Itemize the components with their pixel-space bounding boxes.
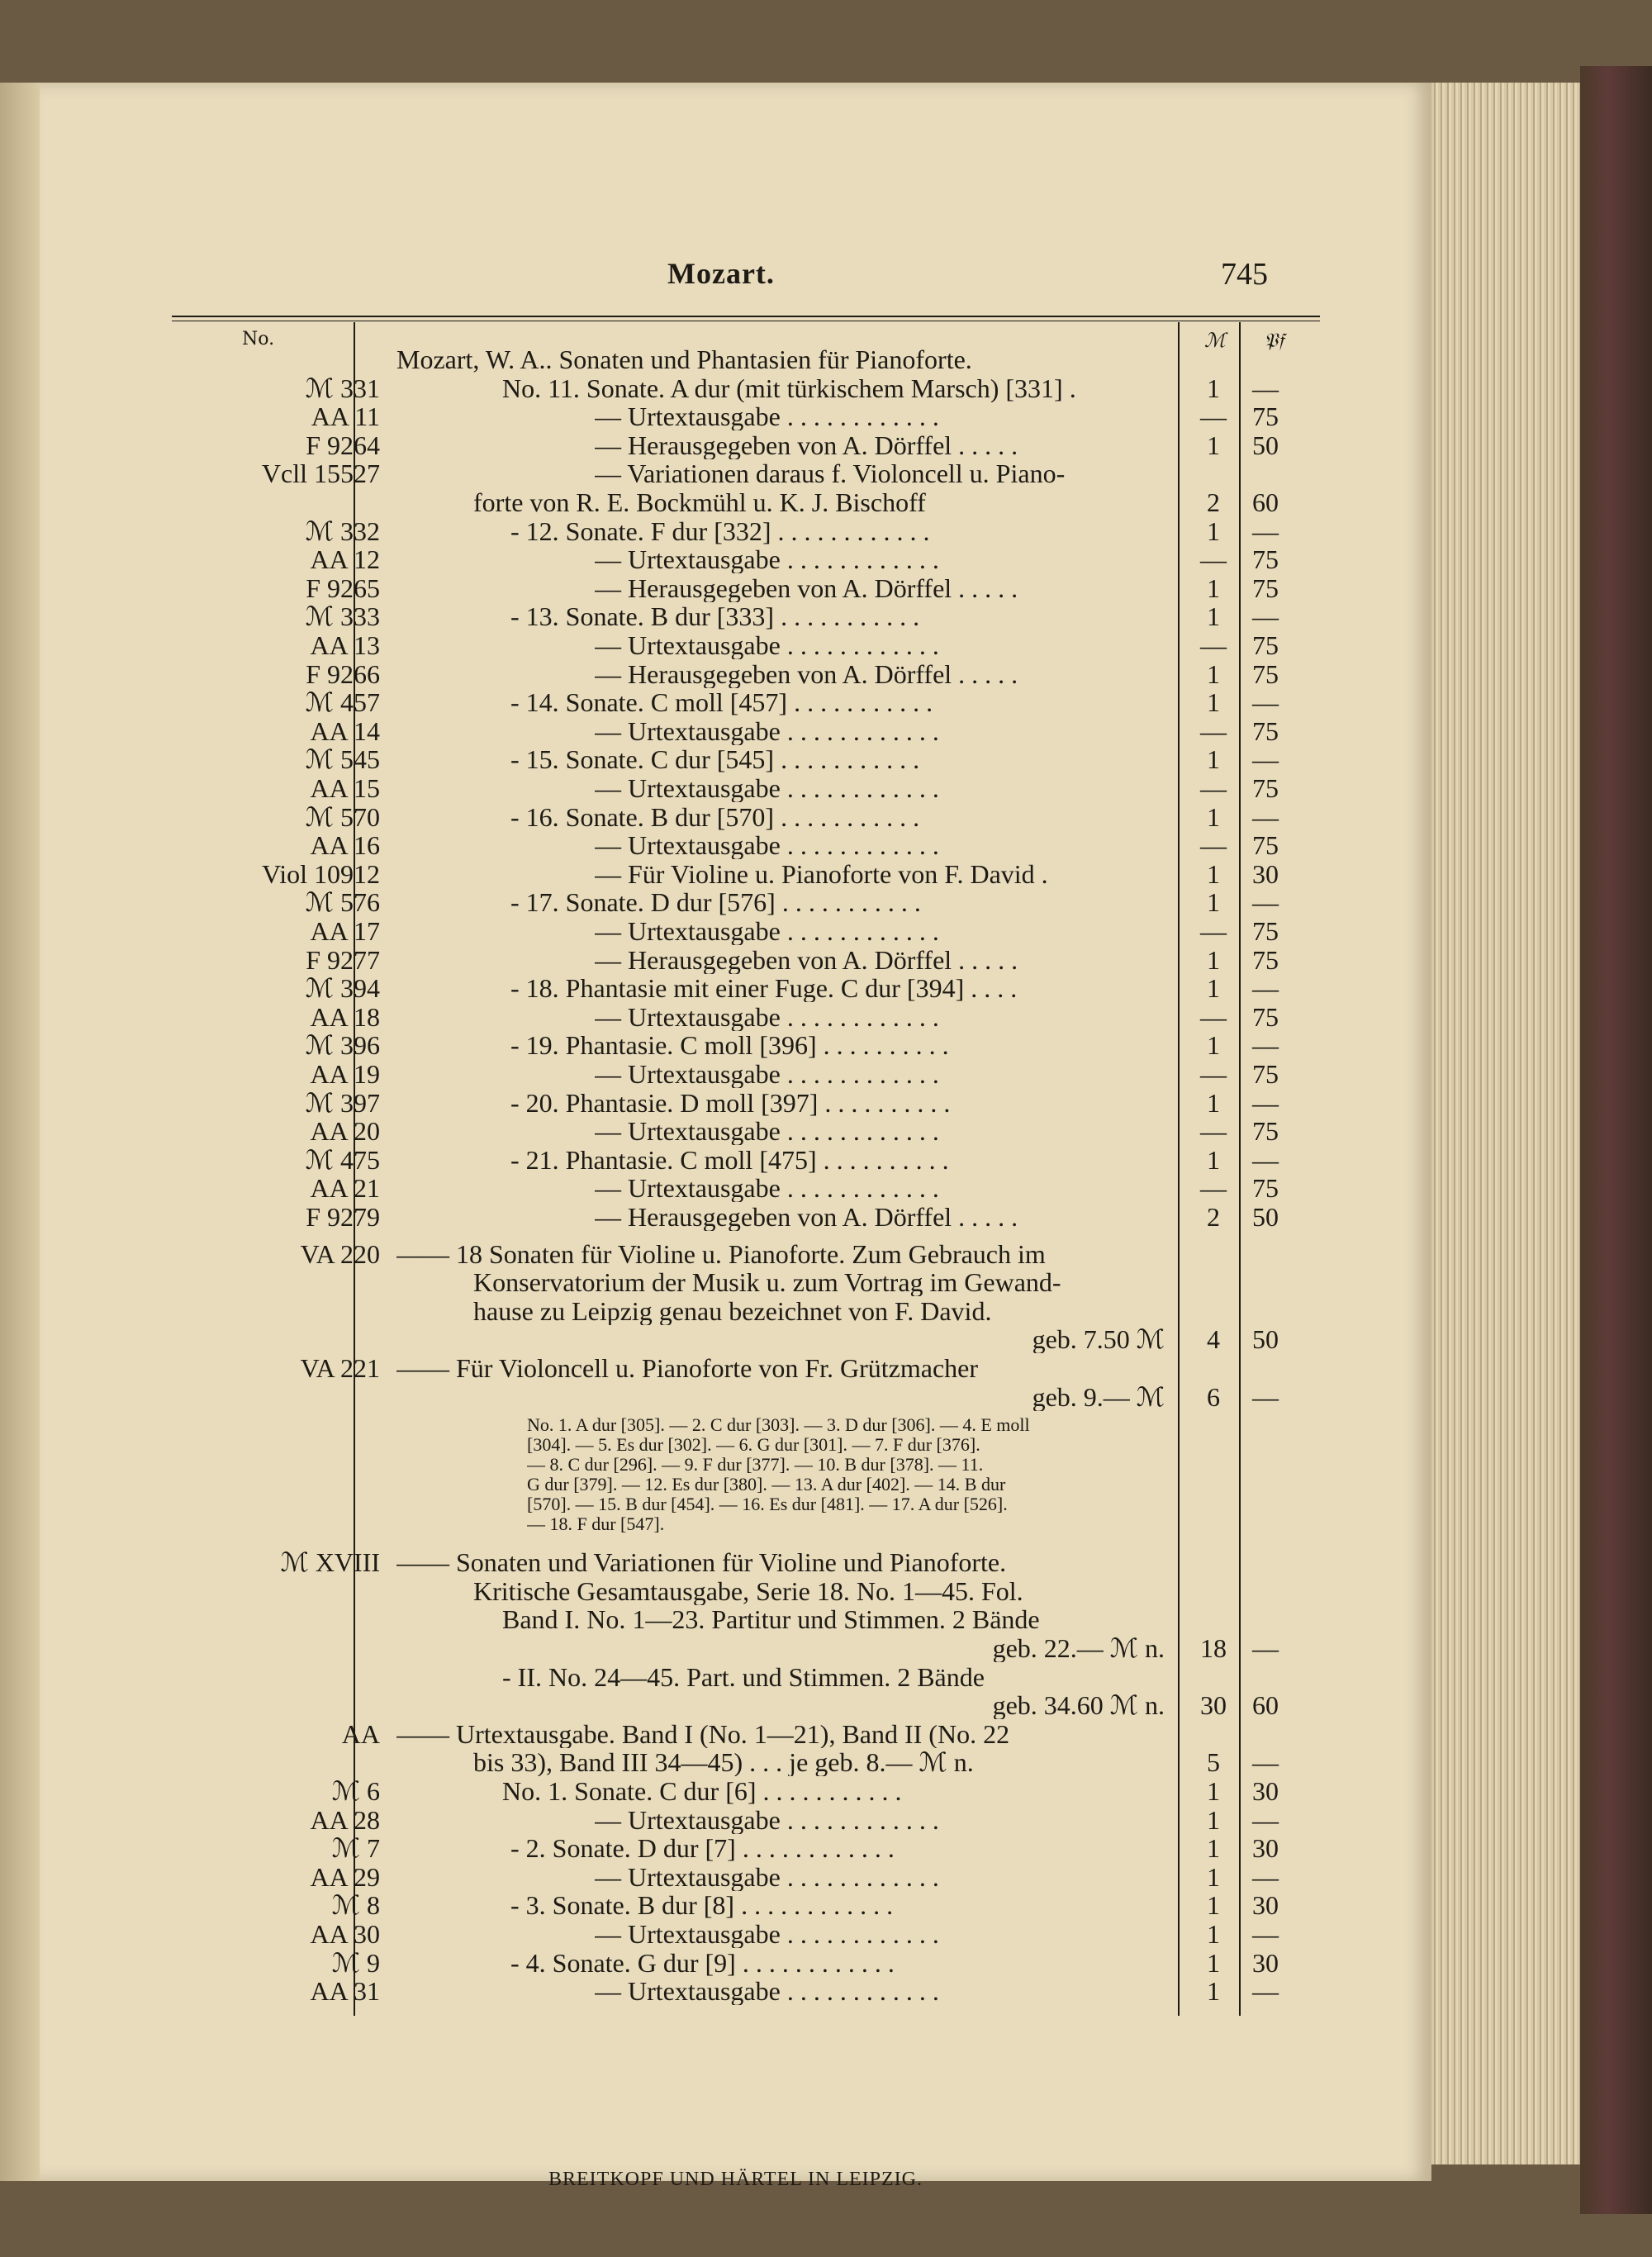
- entry-description: —— 18 Sonaten für Violine u. Pianoforte. Zum Gebrauch im: [396, 1239, 1046, 1268]
- catalogue-number: F 9266: [306, 658, 380, 689]
- entry-description: - 19. Phantasie. C moll [396] . . . . . . . . . .: [510, 1031, 949, 1060]
- contents-note-text: No. 1. A dur [305]. — 2. C dur [303]. — 3. D dur [306]. — 4. E moll: [527, 1414, 1030, 1436]
- catalogue-number: ℳ 333: [305, 601, 380, 632]
- page-number: 745: [1221, 257, 1268, 292]
- table-row: [40, 1548, 1431, 1576]
- table-row: [40, 1003, 1431, 1031]
- price-mark: 1: [1207, 1144, 1220, 1175]
- catalogue-number: AA 21: [310, 1173, 380, 1204]
- price-pfennig: —: [1252, 1087, 1279, 1118]
- price-pfennig: —: [1252, 1144, 1279, 1175]
- price-pfennig: —: [1252, 744, 1279, 775]
- entry-description: geb. 34.60 ℳ n.: [992, 1691, 1165, 1720]
- entry-description: - 12. Sonate. F dur [332] . . . . . . . . . . . .: [510, 516, 930, 545]
- price-mark: —: [1200, 1001, 1227, 1032]
- entry-description: — Urtextausgabe . . . . . . . . . . . .: [595, 1174, 939, 1203]
- entry-description: - 18. Phantasie mit einer Fuge. C dur [394] . . . .: [510, 974, 1018, 1003]
- table-row: [40, 1977, 1431, 2005]
- price-mark: 1: [1207, 687, 1220, 718]
- price-pfennig: 75: [1252, 658, 1279, 689]
- price-pfennig: —: [1252, 516, 1279, 546]
- catalogue-number: AA 20: [310, 1116, 380, 1147]
- price-mark: 30: [1200, 1690, 1227, 1721]
- table-row: [40, 402, 1431, 430]
- catalogue-number: F 9279: [306, 1202, 380, 1232]
- price-pfennig: 30: [1252, 1890, 1279, 1921]
- entry-description: - 2. Sonate. D dur [7] . . . . . . . . . . . .: [510, 1834, 895, 1863]
- price-mark: 1: [1207, 944, 1220, 975]
- price-pfennig: 30: [1252, 1776, 1279, 1806]
- catalogue-number: ℳ 457: [305, 687, 380, 718]
- catalogue-number: AA 30: [310, 1919, 380, 1949]
- table-row: [40, 1663, 1431, 1691]
- price-pfennig: —: [1252, 1919, 1279, 1949]
- table-row: [40, 1240, 1431, 1268]
- catalogue-number: AA 29: [310, 1861, 380, 1892]
- col-head-mark: ℳ: [1204, 329, 1226, 352]
- price-pfennig: 50: [1252, 1324, 1279, 1355]
- contents-note-text: [570]. — 15. B dur [454]. — 16. Es dur [481]. — 17. A dur [526].: [527, 1494, 1008, 1515]
- col-head-pf: 𝔓𝔣: [1264, 329, 1284, 352]
- catalogue-number: VA 221: [300, 1353, 380, 1383]
- book-page: [40, 83, 1431, 2190]
- table-row: [40, 660, 1431, 688]
- price-mark: 1: [1207, 1861, 1220, 1892]
- price-mark: 1: [1207, 1919, 1220, 1949]
- price-mark: 1: [1207, 744, 1220, 775]
- price-mark: 6: [1207, 1381, 1220, 1412]
- table-row: [40, 631, 1431, 659]
- table-row: [40, 431, 1431, 459]
- catalogue-number: F 9264: [306, 430, 380, 460]
- entry-description: - 21. Phantasie. C moll [475] . . . . . . . . . .: [510, 1145, 949, 1174]
- col-head-no: No.: [242, 329, 275, 349]
- entry-description: - 3. Sonate. B dur [8] . . . . . . . . . . . .: [510, 1891, 894, 1920]
- book-cover: [1580, 66, 1652, 2214]
- price-mark: —: [1200, 630, 1227, 660]
- price-mark: —: [1200, 715, 1227, 746]
- price-pfennig: —: [1252, 973, 1279, 1004]
- price-pfennig: 60: [1252, 487, 1279, 517]
- page-header: [40, 256, 1431, 306]
- page-edges: [1431, 83, 1580, 2164]
- entry-description: —— Für Violoncell u. Pianoforte von Fr. Grützmacher: [396, 1354, 979, 1382]
- entry-description: forte von R. E. Bockmühl u. K. J. Bischoff: [473, 488, 926, 516]
- price-pfennig: 75: [1252, 402, 1279, 432]
- table-row: [40, 345, 1431, 373]
- price-pfennig: 75: [1252, 1173, 1279, 1204]
- catalogue-number: AA 28: [310, 1804, 380, 1835]
- price-pfennig: 75: [1252, 715, 1279, 746]
- price-mark: 2: [1207, 487, 1220, 517]
- price-pfennig: —: [1252, 601, 1279, 632]
- price-mark: 1: [1207, 973, 1220, 1004]
- table-row: [40, 946, 1431, 974]
- contents-note-text: — 18. F dur [547].: [527, 1513, 665, 1535]
- contents-note-text: G dur [379]. — 12. Es dur [380]. — 13. A dur [402]. — 14. B dur: [527, 1474, 1006, 1495]
- price-pfennig: 75: [1252, 630, 1279, 660]
- catalogue-number: ℳ 9: [331, 1947, 380, 1978]
- price-pfennig: 75: [1252, 830, 1279, 861]
- entry-description: — Für Violine u. Pianoforte von F. David .: [595, 859, 1048, 888]
- table-row: [40, 1354, 1431, 1382]
- price-pfennig: —: [1252, 1381, 1279, 1412]
- contents-note-text: [304]. — 5. Es dur [302]. — 6. G dur [301]. — 7. F dur [376].: [527, 1434, 980, 1456]
- table-row: [40, 1203, 1431, 1231]
- catalogue-number: ℳ 397: [305, 1087, 380, 1118]
- entry-description: — Variationen daraus f. Violoncell u. Piano-: [595, 459, 1066, 488]
- table-row: [40, 717, 1431, 745]
- table-row: [40, 517, 1431, 545]
- catalogue-number: ℳ 396: [305, 1030, 380, 1061]
- price-pfennig: 75: [1252, 916, 1279, 946]
- catalogue-number: AA 31: [310, 1976, 380, 2007]
- entry-description: — Urtextausgabe . . . . . . . . . . . .: [595, 1060, 939, 1088]
- entry-description: - 13. Sonate. B dur [333] . . . . . . . . . . .: [510, 602, 920, 631]
- entry-description: - 16. Sonate. B dur [570] . . . . . . . . . . .: [510, 802, 920, 831]
- catalogue-number: AA 12: [310, 544, 380, 575]
- entry-description: — Urtextausgabe . . . . . . . . . . . .: [595, 1002, 939, 1031]
- price-mark: 1: [1207, 1776, 1220, 1806]
- entry-description: — Urtextausgabe . . . . . . . . . . . .: [595, 1862, 939, 1891]
- table-row: [40, 1920, 1431, 1948]
- price-mark: 4: [1207, 1324, 1220, 1355]
- catalogue-number: F 9265: [306, 573, 380, 603]
- price-mark: 1: [1207, 1030, 1220, 1061]
- catalogue-number: ℳ 332: [305, 516, 380, 546]
- catalogue-number: ℳ 331: [305, 373, 380, 403]
- entry-description: — Herausgegeben von A. Dörffel . . . . .: [595, 945, 1018, 974]
- price-pfennig: —: [1252, 1976, 1279, 2007]
- left-page-edge: [0, 83, 40, 2181]
- entry-description: No. 11. Sonate. A dur (mit türkischem Marsch) [331] .: [502, 373, 1076, 402]
- price-pfennig: —: [1252, 373, 1279, 403]
- price-mark: 1: [1207, 1804, 1220, 1835]
- table-row: [40, 1060, 1431, 1088]
- catalogue-number: ℳ 6: [331, 1776, 380, 1806]
- catalogue-number: ℳ 545: [305, 744, 380, 775]
- entry-description: — Urtextausgabe . . . . . . . . . . . .: [595, 831, 939, 860]
- price-pfennig: —: [1252, 887, 1279, 918]
- price-pfennig: 30: [1252, 858, 1279, 889]
- table-row: [40, 1117, 1431, 1145]
- price-pfennig: 60: [1252, 1690, 1279, 1721]
- table-row: [40, 459, 1431, 487]
- price-pfennig: 75: [1252, 573, 1279, 603]
- price-mark: 2: [1207, 1202, 1220, 1232]
- entry-description: — Urtextausgabe . . . . . . . . . . . .: [595, 1920, 939, 1948]
- entry-description: geb. 7.50 ℳ: [1032, 1325, 1165, 1354]
- price-mark: 18: [1200, 1633, 1227, 1663]
- entry-description: - 20. Phantasie. D moll [397] . . . . . . . . . .: [510, 1088, 951, 1117]
- catalogue-number: AA 11: [311, 402, 380, 432]
- entry-description: Kritische Gesamtausgabe, Serie 18. No. 1—45. Fol.: [473, 1576, 1023, 1605]
- table-row: [40, 1146, 1431, 1174]
- price-mark: 5: [1207, 1747, 1220, 1778]
- price-pfennig: 75: [1252, 944, 1279, 975]
- price-mark: 1: [1207, 887, 1220, 918]
- price-mark: 1: [1207, 1976, 1220, 2007]
- table-row: [40, 1089, 1431, 1117]
- entry-description: — Urtextausgabe . . . . . . . . . . . .: [595, 716, 939, 745]
- price-pfennig: 75: [1252, 1001, 1279, 1032]
- table-row: [40, 1031, 1431, 1059]
- price-mark: —: [1200, 773, 1227, 803]
- table-row: [40, 1691, 1431, 1719]
- entry-description: Mozart, W. A.. Sonaten und Phantasien für Pianoforte.: [396, 345, 972, 373]
- catalogue-number: AA 19: [310, 1059, 380, 1089]
- entry-description: — Urtextausgabe . . . . . . . . . . . .: [595, 631, 939, 659]
- entry-description: Band I. No. 1—23. Partitur und Stimmen. 2 Bände: [502, 1605, 1040, 1634]
- catalogue-number: AA 14: [310, 715, 380, 746]
- price-mark: 1: [1207, 658, 1220, 689]
- price-mark: 1: [1207, 858, 1220, 889]
- catalogue-number: F 9277: [306, 944, 380, 975]
- price-pfennig: —: [1252, 1804, 1279, 1835]
- table-row: [40, 1605, 1431, 1633]
- table-row: [40, 974, 1431, 1002]
- price-pfennig: 50: [1252, 430, 1279, 460]
- entry-description: Konservatorium der Musik u. zum Vortrag im Gewand-: [473, 1268, 1061, 1297]
- price-mark: 1: [1207, 573, 1220, 603]
- table-row: [40, 1834, 1431, 1862]
- entry-description: — Herausgegeben von A. Dörffel . . . . .: [595, 659, 1018, 688]
- price-mark: 1: [1207, 801, 1220, 832]
- entry-description: hause zu Leipzig genau bezeichnet von F. David.: [473, 1296, 992, 1325]
- entry-description: - II. No. 24—45. Part. und Stimmen. 2 Bände: [502, 1662, 985, 1691]
- price-mark: —: [1200, 402, 1227, 432]
- price-pfennig: 30: [1252, 1947, 1279, 1978]
- entry-description: — Urtextausgabe . . . . . . . . . . . .: [595, 1117, 939, 1146]
- catalogue-number: AA 13: [310, 630, 380, 660]
- table-row: [40, 1577, 1431, 1605]
- price-mark: 1: [1207, 430, 1220, 460]
- price-pfennig: —: [1252, 801, 1279, 832]
- catalogue-number: AA 18: [310, 1001, 380, 1032]
- price-pfennig: 75: [1252, 544, 1279, 575]
- catalogue-number: AA 16: [310, 830, 380, 861]
- catalogue-number: ℳ 570: [305, 801, 380, 832]
- table-row: [40, 917, 1431, 945]
- table-row: [40, 831, 1431, 859]
- table-row: [40, 888, 1431, 916]
- catalogue-number: VA 220: [300, 1238, 380, 1269]
- entry-description: - 4. Sonate. G dur [9] . . . . . . . . . . . .: [510, 1948, 895, 1977]
- catalogue-number: ℳ 394: [305, 973, 380, 1004]
- entry-description: —— Urtextausgabe. Band I (No. 1—21), Band II (No. 22: [396, 1719, 1010, 1748]
- entry-description: bis 33), Band III 34—45) . . . je geb. 8.— ℳ n.: [473, 1748, 974, 1777]
- table-row: [40, 1634, 1431, 1662]
- entry-description: - 17. Sonate. D dur [576] . . . . . . . . . . .: [510, 888, 921, 917]
- table-row: [40, 545, 1431, 573]
- entry-description: — Urtextausgabe . . . . . . . . . . . .: [595, 917, 939, 945]
- catalogue-number: Viol 10912: [262, 858, 380, 889]
- catalogue-number: ℳ 7: [331, 1833, 380, 1864]
- price-mark: 1: [1207, 373, 1220, 403]
- entry-description: — Herausgegeben von A. Dörffel . . . . .: [595, 1203, 1018, 1231]
- price-pfennig: —: [1252, 1030, 1279, 1061]
- price-pfennig: —: [1252, 687, 1279, 718]
- price-pfennig: —: [1252, 1861, 1279, 1892]
- table-row: [40, 1268, 1431, 1296]
- entry-description: — Urtextausgabe . . . . . . . . . . . .: [595, 402, 939, 431]
- price-mark: —: [1200, 1116, 1227, 1147]
- price-mark: —: [1200, 1059, 1227, 1089]
- catalogue-number: AA: [341, 1718, 380, 1749]
- table-row: [40, 1777, 1431, 1805]
- price-mark: —: [1200, 544, 1227, 575]
- price-pfennig: —: [1252, 1633, 1279, 1663]
- table-row: [40, 374, 1431, 402]
- catalogue-number: ℳ 475: [305, 1144, 380, 1175]
- table-row: [40, 1863, 1431, 1891]
- page-title: Mozart.: [667, 257, 775, 290]
- price-pfennig: 75: [1252, 1059, 1279, 1089]
- catalogue-number: ℳ XVIII: [280, 1547, 380, 1578]
- table-row: [40, 803, 1431, 831]
- table-row: [40, 1748, 1431, 1776]
- entry-description: No. 1. Sonate. C dur [6] . . . . . . . . . . .: [502, 1777, 902, 1805]
- price-mark: 1: [1207, 1833, 1220, 1864]
- entry-description: - 15. Sonate. C dur [545] . . . . . . . . . . .: [510, 745, 920, 774]
- contents-note-text: — 8. C dur [296]. — 9. F dur [377]. — 10. B dur [378]. — 11.: [527, 1454, 984, 1475]
- table-row: [40, 1325, 1431, 1353]
- catalogue-number: ℳ 8: [331, 1890, 380, 1921]
- table-row: [40, 1720, 1431, 1748]
- catalogue-number: AA 17: [310, 916, 380, 946]
- table-row: [40, 1383, 1431, 1411]
- table-row: [40, 1174, 1431, 1202]
- entry-description: - 14. Sonate. C moll [457] . . . . . . . . . . .: [510, 688, 933, 717]
- table-row: [40, 774, 1431, 802]
- price-pfennig: —: [1252, 1747, 1279, 1778]
- price-pfennig: 50: [1252, 1202, 1279, 1232]
- catalogue-number: Vcll 15527: [261, 459, 380, 489]
- entry-description: — Urtextausgabe . . . . . . . . . . . .: [595, 1977, 939, 2006]
- price-mark: 1: [1207, 1890, 1220, 1921]
- price-mark: 1: [1207, 1087, 1220, 1118]
- entry-description: — Urtextausgabe . . . . . . . . . . . .: [595, 1805, 939, 1834]
- entry-description: — Urtextausgabe . . . . . . . . . . . .: [595, 774, 939, 802]
- table-row: [40, 574, 1431, 602]
- price-pfennig: 75: [1252, 773, 1279, 803]
- header-rule: [172, 316, 1320, 317]
- entry-description: — Herausgegeben von A. Dörffel . . . . .: [595, 573, 1018, 602]
- entry-description: geb. 9.— ℳ: [1032, 1382, 1165, 1411]
- table-row: [40, 1297, 1431, 1325]
- table-row: [40, 1949, 1431, 1977]
- table-row: [40, 1806, 1431, 1834]
- entry-description: —— Sonaten und Variationen für Violine und Pianoforte.: [396, 1548, 1007, 1577]
- entry-description: geb. 22.— ℳ n.: [992, 1634, 1165, 1662]
- price-mark: 1: [1207, 601, 1220, 632]
- entry-description: — Herausgegeben von A. Dörffel . . . . .: [595, 430, 1018, 459]
- price-mark: 1: [1207, 1947, 1220, 1978]
- price-pfennig: 30: [1252, 1833, 1279, 1864]
- table-row: [40, 745, 1431, 773]
- table-row: [40, 688, 1431, 716]
- price-mark: —: [1200, 1173, 1227, 1204]
- table-row: [40, 1891, 1431, 1919]
- table-row: [40, 488, 1431, 516]
- contents-note-line: [40, 1513, 1431, 1542]
- price-mark: —: [1200, 830, 1227, 861]
- price-mark: 1: [1207, 516, 1220, 546]
- publisher-footer: BREITKOPF UND HÄRTEL IN LEIPZIG.: [548, 2169, 923, 2190]
- catalogue-number: ℳ 576: [305, 887, 380, 918]
- price-mark: —: [1200, 916, 1227, 946]
- table-row: [40, 860, 1431, 888]
- catalogue-number: AA 15: [310, 773, 380, 803]
- table-row: [40, 602, 1431, 630]
- entry-description: — Urtextausgabe . . . . . . . . . . . .: [595, 545, 939, 574]
- price-pfennig: 75: [1252, 1116, 1279, 1147]
